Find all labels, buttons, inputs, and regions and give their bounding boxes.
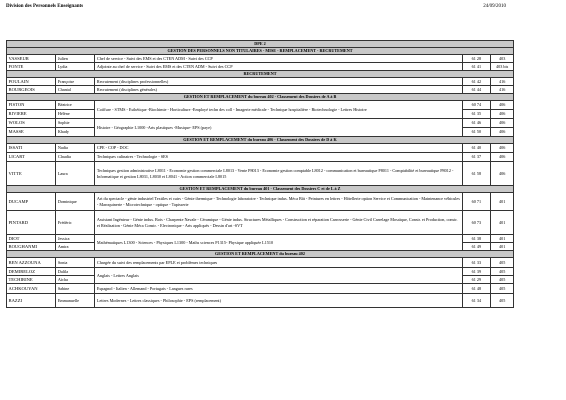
first-name: Emmanuelle bbox=[56, 294, 95, 308]
section-header-row bbox=[7, 137, 514, 144]
staff-row bbox=[7, 193, 514, 211]
first-name: Lydia bbox=[56, 63, 95, 71]
office-number: 405 bbox=[491, 268, 514, 276]
division-title: Division des Personnels Enseignants bbox=[6, 4, 84, 9]
staff-row bbox=[7, 153, 514, 162]
assignment-description: Techniques culinaires - Technologie - SES bbox=[95, 153, 462, 162]
first-name: Sabine bbox=[56, 284, 95, 294]
last-name: TECHIRINE bbox=[7, 276, 56, 284]
phone-extension: 61 42 bbox=[462, 78, 491, 86]
office-number: 405 bbox=[491, 258, 514, 268]
phone-extension: 60 74 bbox=[462, 101, 491, 110]
staff-row bbox=[7, 294, 514, 308]
last-name: POULAIN bbox=[7, 78, 56, 86]
last-name: WOLOS bbox=[7, 119, 56, 128]
office-number: 405 bbox=[491, 294, 514, 308]
last-name: FONTE bbox=[7, 63, 56, 71]
assignment-description: Chargée du suivi des remplacements par EPLE et problèmes techniques bbox=[95, 258, 462, 268]
staff-table bbox=[6, 40, 514, 308]
phone-extension: 60 73 bbox=[462, 211, 491, 235]
first-name: Dalila bbox=[56, 268, 95, 276]
phone-extension: 61 41 bbox=[462, 63, 491, 71]
staff-row bbox=[7, 144, 514, 153]
phone-extension: 61 29 bbox=[462, 276, 491, 284]
staff-row bbox=[7, 258, 514, 268]
dpe-row bbox=[7, 41, 514, 48]
section-header-row bbox=[7, 48, 514, 55]
first-name: Jessica bbox=[56, 235, 95, 243]
assignment-description: Mathématiques L1300 - Sciences - Physiques L1300 - Maths sciences P1315- Physique appliquée L1510 bbox=[95, 235, 462, 251]
office-number: 401 bbox=[491, 235, 514, 243]
first-name: Julien bbox=[56, 55, 95, 63]
last-name: ISSATI bbox=[7, 144, 56, 153]
phone-extension: 61 37 bbox=[462, 153, 491, 162]
assignment-description: CPE - COP - DOC bbox=[95, 144, 462, 153]
first-name: Nadia bbox=[56, 144, 95, 153]
assignment-description: Coiffure - STMS - Esthétique -Biochimie - Horticulture -Employé techn des coll - Imagerie médicale - Technique hospitalière - Biotechnologie - Lettres Histoire bbox=[95, 101, 462, 119]
assignment-description: Assistant Ingénieur - Génie indus. Bois - Charpente Navale - Céramique - Génie indus. Structures Métalliques - Construction et réparation Carrosserie - Génie Civil Carrelage Mosaïque, Constr. et Production, constr. et Réalisation - Génie Méca Constr. - Electronique - Arts appliqués - Dessin d'art -SVT bbox=[95, 211, 462, 235]
staff-row bbox=[7, 284, 514, 294]
assignment-description: Recrutement (disciplines professionnelles) bbox=[95, 78, 462, 86]
phone-extension: 61 48 bbox=[462, 284, 491, 294]
assignment-description: Anglais - Lettres Anglais bbox=[95, 268, 462, 284]
office-number: 401 bbox=[491, 211, 514, 235]
phone-extension: 61 46 bbox=[462, 119, 491, 128]
first-name: Hélène bbox=[56, 110, 95, 119]
staff-row bbox=[7, 78, 514, 86]
last-name: RIVIERE bbox=[7, 110, 56, 119]
office-number: 406 bbox=[491, 119, 514, 128]
staff-row bbox=[7, 268, 514, 276]
phone-extension: 61 49 bbox=[462, 243, 491, 251]
last-name: LICART bbox=[7, 153, 56, 162]
office-number: 406 bbox=[491, 144, 514, 153]
staff-row bbox=[7, 235, 514, 243]
last-name: PINTARD bbox=[7, 211, 56, 235]
assignment-description: Chef de service - Suivi des EMS et des CTEN ADM - Suivi des CCP bbox=[95, 55, 462, 63]
dpe-label: DPE 2 bbox=[7, 41, 514, 48]
staff-row bbox=[7, 162, 514, 186]
phone-extension: 61 38 bbox=[462, 235, 491, 243]
staff-row bbox=[7, 55, 514, 63]
first-name: Béatrice bbox=[56, 101, 95, 110]
first-name: Frédéric bbox=[56, 211, 95, 235]
last-name: BAZZI bbox=[7, 294, 56, 308]
staff-row bbox=[7, 119, 514, 128]
section-header-row bbox=[7, 71, 514, 78]
section-title: GESTION DES PERSONNELS NON TITULAIRES - MISE - REMPLACEMENT - RECRUTEMENT bbox=[7, 48, 514, 55]
last-name: VASSEUR bbox=[7, 55, 56, 63]
first-name: Khady bbox=[56, 128, 95, 137]
first-name: Dominique bbox=[56, 193, 95, 211]
office-number: 406 bbox=[491, 110, 514, 119]
assignment-description: Art du spectacle - génie industriel Textiles et cuirs - Génie thermique - Technologie laboratoire - Technique indus. Méca Bât - Peintures en lettres - Hôtellerie option Service et Communication - Maintenance véhicules - Maroquinerie - Microtechnique - optique - Tapisserie bbox=[95, 193, 462, 211]
first-name: Claudia bbox=[56, 153, 95, 162]
staff-row bbox=[7, 63, 514, 71]
last-name: DEMIRELOZ bbox=[7, 268, 56, 276]
phone-extension: 61 34 bbox=[462, 294, 491, 308]
last-name: MASSE bbox=[7, 128, 56, 137]
phone-extension: 61 50 bbox=[462, 128, 491, 137]
office-number: 406 bbox=[491, 101, 514, 110]
office-number: 406 bbox=[491, 153, 514, 162]
office-number: 406 bbox=[491, 128, 514, 137]
section-title: RECRUTEMENT bbox=[7, 71, 514, 78]
last-name: BEN AZZOUNA bbox=[7, 258, 56, 268]
last-name: ACHKOUYAN bbox=[7, 284, 56, 294]
office-number: 416 bbox=[491, 78, 514, 86]
office-number: 401 bbox=[491, 193, 514, 211]
assignment-description: Recrutement (disciplines générales) bbox=[95, 86, 462, 94]
phone-extension: 61 44 bbox=[462, 86, 491, 94]
phone-extension: 61 35 bbox=[462, 110, 491, 119]
assignment-description: Histoire - Géographie L1000 -Arts plastiques -Musique- EPS (paye) bbox=[95, 119, 462, 137]
last-name: DUCAMP bbox=[7, 193, 56, 211]
assignment-description: Espagnol - Italien - Allemand - Portugais - Langues rares bbox=[95, 284, 462, 294]
office-number: 403 bbox=[491, 55, 514, 63]
first-name: Sophie bbox=[56, 119, 95, 128]
assignment-description: Techniques gestion administrative L8011 - Economie gestion commerciale L8013 - Vente P8013 - Economie gestion comptable L8012 - communication et bureautique P8011 - Comptabilité et bureautique P8012 - Informatique et gestion L8031, L8030 et L8041 - Action commerciale L8015 bbox=[95, 162, 462, 186]
section-header-row bbox=[7, 251, 514, 258]
section-title: GESTION ET REMPLACEMENT du bureau 402 - Classement des Dossiers de A à B bbox=[7, 94, 514, 101]
section-header-row bbox=[7, 186, 514, 193]
staff-row bbox=[7, 211, 514, 235]
phone-extension: 61 28 bbox=[462, 55, 491, 63]
first-name: Chantal bbox=[56, 86, 95, 94]
assignment-description: Adjointe au chef de service - Suivi des EMS et des CTEN ADM - Suivi des CCP bbox=[95, 63, 462, 71]
office-number: 416 bbox=[491, 86, 514, 94]
section-header-row bbox=[7, 94, 514, 101]
first-name: Amira bbox=[56, 243, 95, 251]
last-name: DIOT bbox=[7, 235, 56, 243]
phone-extension: 61 33 bbox=[462, 258, 491, 268]
last-name: BOURGEOIS bbox=[7, 86, 56, 94]
document-date: 24/09/2010 bbox=[483, 4, 506, 9]
first-name: Aïcha bbox=[56, 276, 95, 284]
section-title: GESTION ET REMPLACEMENT du bureau 402 bbox=[7, 251, 514, 258]
phone-extension: 60 71 bbox=[462, 193, 491, 211]
phone-extension: 61 58 bbox=[462, 162, 491, 186]
first-name: Laura bbox=[56, 162, 95, 186]
office-number: 401 bbox=[491, 243, 514, 251]
assignment-description: Lettres Modernes - Lettres classiques - Philosophie - EPS (remplacement) bbox=[95, 294, 462, 308]
staff-row bbox=[7, 86, 514, 94]
phone-extension: 61 40 bbox=[462, 144, 491, 153]
last-name: BOUGHANMI bbox=[7, 243, 56, 251]
office-number: 405 bbox=[491, 276, 514, 284]
section-title: GESTION ET REMPLACEMENT du bureau 401 - Classement des Dossiers C et de L à Z bbox=[7, 186, 514, 193]
section-title: GESTION ET REMPLACEMENT du bureau 406 - Classement des Dossiers de D à K bbox=[7, 137, 514, 144]
first-name: Sonia bbox=[56, 258, 95, 268]
last-name: FISTON bbox=[7, 101, 56, 110]
office-number: 403 bis bbox=[491, 63, 514, 71]
office-number: 406 bbox=[491, 162, 514, 186]
office-number: 405 bbox=[491, 284, 514, 294]
first-name: Françoise bbox=[56, 78, 95, 86]
staff-row bbox=[7, 101, 514, 110]
last-name: VITTE bbox=[7, 162, 56, 186]
phone-extension: 61 39 bbox=[462, 268, 491, 276]
